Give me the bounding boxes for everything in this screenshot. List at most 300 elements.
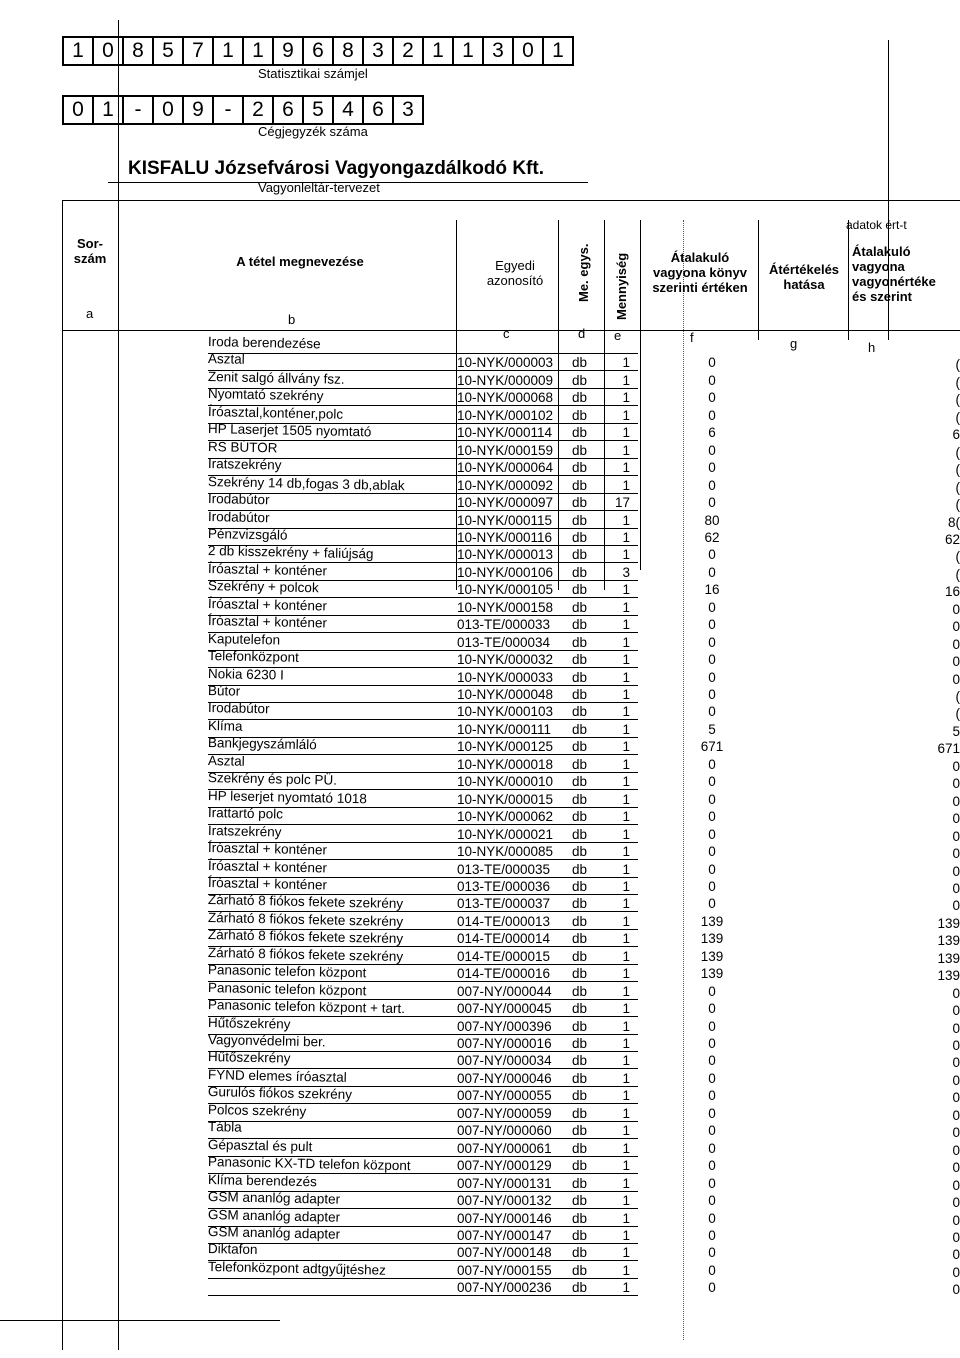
col-letter-a: a (86, 306, 94, 321)
item-name: Szekrény + polcok (207, 578, 319, 596)
item-unit: db (572, 512, 588, 528)
item-book-value: 0 (708, 1053, 716, 1069)
item-value-h: 0 (952, 1195, 960, 1211)
digit-box: 0 (92, 36, 122, 66)
item-value-h: ( (955, 444, 960, 460)
table-row (0, 351, 960, 373)
item-value-h: 0 (952, 1160, 960, 1176)
item-name: Klíma (207, 717, 243, 734)
item-value-h: 5 (952, 723, 960, 739)
table-row (0, 892, 960, 914)
item-value-h: 0 (952, 671, 960, 687)
row-divider (208, 510, 638, 511)
item-book-value: 0 (708, 442, 716, 458)
item-unit: db (572, 739, 588, 755)
col-letter-e: e (614, 328, 622, 343)
item-book-value: 0 (708, 1105, 716, 1121)
table-row (0, 1171, 960, 1194)
table-row (0, 840, 960, 862)
item-book-value: 0 (708, 1175, 716, 1191)
item-unit: db (572, 1262, 588, 1278)
item-quantity: 1 (622, 1158, 630, 1174)
table-row (0, 909, 960, 932)
item-quantity: 1 (622, 1193, 630, 1209)
item-unit: db (572, 809, 588, 825)
row-divider (208, 493, 638, 494)
item-unit: db (572, 983, 588, 999)
digit-box: 1 (242, 36, 272, 66)
item-id: 013-TE/000033 (457, 617, 551, 633)
item-unit: db (572, 1036, 588, 1051)
item-unit: db (572, 1018, 588, 1034)
digit-box: 3 (392, 95, 424, 125)
table-row (0, 683, 960, 705)
item-name: FYND elemes íróasztal (207, 1066, 347, 1085)
item-unit: db (572, 355, 588, 371)
item-unit: db (572, 896, 588, 912)
item-value-h: 0 (952, 1125, 960, 1141)
header-azonosito: Egyedi azonosító (486, 258, 544, 288)
table-row (0, 368, 960, 391)
item-book-value: 139 (700, 966, 724, 982)
item-unit: db (572, 564, 588, 580)
reg-number-caption: Cégjegyzék száma (258, 124, 368, 139)
item-unit: db (572, 966, 588, 982)
item-id: 10-NYK/000158 (457, 599, 554, 615)
item-name: Íróasztal + konténer (207, 595, 328, 614)
table-row (0, 386, 960, 408)
digit-box: 6 (362, 95, 392, 125)
table-row (0, 1258, 960, 1281)
digit-box: 2 (242, 95, 272, 125)
table-row (0, 962, 960, 984)
item-unit: db (572, 495, 588, 511)
item-id: 013-TE/000036 (457, 878, 551, 894)
item-value-h: ( (955, 706, 960, 722)
row-divider (208, 685, 638, 686)
item-unit: db (572, 529, 588, 545)
item-value-h: 0 (952, 828, 960, 844)
item-id: 10-NYK/000033 (457, 669, 554, 685)
header-top-right: adatok ért-t (846, 218, 907, 232)
item-unit: db (572, 878, 588, 894)
item-value-h: 0 (952, 1212, 960, 1228)
item-quantity: 1 (622, 809, 630, 825)
col-letter-g: g (790, 336, 798, 351)
digit-box: 0 (512, 36, 542, 66)
stat-number-caption: Statisztikai számjel (258, 66, 368, 81)
item-name: Íróasztal + konténer (207, 560, 328, 579)
item-value-h: 0 (952, 1282, 960, 1298)
table-row (0, 1154, 960, 1176)
item-name: Iratszekrény (207, 456, 282, 473)
item-unit: db (572, 1245, 588, 1261)
table-row (0, 473, 960, 496)
item-id: 10-NYK/000103 (457, 704, 554, 720)
item-name: Gépasztal és pult (207, 1136, 313, 1154)
item-book-value: 0 (708, 1088, 716, 1104)
item-unit: db (572, 721, 588, 737)
table-row (0, 560, 960, 583)
item-id: 007-NY/000046 (457, 1070, 552, 1086)
item-value-h: 8( (947, 514, 960, 530)
item-quantity: 1 (622, 477, 630, 493)
item-book-value: 0 (708, 1210, 716, 1226)
item-quantity: 1 (622, 983, 630, 999)
item-value-h: 0 (952, 898, 960, 914)
item-value-h: 0 (952, 793, 960, 809)
item-name: Nyomtató szekrény (207, 386, 324, 404)
item-name: Panasonic telefon központ (207, 962, 367, 981)
digit-box: 8 (332, 36, 362, 66)
item-book-value: 0 (708, 547, 716, 563)
item-unit: db (572, 1001, 588, 1017)
item-book-value: 0 (708, 1227, 716, 1243)
header-atertekeles: Átértékelés hatása (768, 262, 840, 292)
digit-box: 6 (272, 95, 302, 125)
item-id: 10-NYK/000018 (457, 756, 554, 772)
digit-box: 1 (542, 36, 574, 66)
table-row (0, 456, 960, 478)
table-row (0, 1119, 960, 1141)
item-name: Íróasztal + konténer (207, 613, 328, 631)
item-unit: db (572, 1193, 588, 1209)
item-unit: db (572, 774, 588, 790)
item-id: 10-NYK/000105 (457, 582, 554, 598)
item-value-h: 16 (944, 584, 960, 600)
item-name: Szekrény 14 db,fogas 3 db,ablak (207, 473, 405, 493)
item-value-h: ( (955, 479, 960, 495)
item-book-value: 0 (708, 687, 716, 702)
table-row (0, 770, 960, 792)
digit-box: 1 (62, 36, 92, 66)
item-id: 007-NY/000131 (457, 1175, 552, 1191)
digit-box: 8 (122, 36, 152, 66)
item-value-h: ( (955, 549, 960, 565)
item-id: 10-NYK/000159 (457, 442, 554, 458)
item-name: Zenit salgó állvány fsz. (207, 368, 345, 387)
item-value-h: 0 (952, 1072, 960, 1088)
item-id: 007-NY/000061 (457, 1140, 552, 1156)
item-book-value: 0 (708, 495, 716, 511)
item-book-value: 80 (704, 512, 720, 528)
col-letter-f: f (690, 330, 694, 345)
table-row (0, 1136, 960, 1159)
item-name: Panasonic telefon központ + tart. (207, 997, 406, 1017)
item-value-h: 0 (952, 985, 960, 1001)
digit-box: 2 (392, 36, 422, 66)
item-quantity: 1 (622, 1262, 630, 1278)
item-book-value: 0 (708, 1036, 716, 1051)
item-book-value: 0 (708, 809, 716, 825)
item-book-value: 0 (708, 1140, 716, 1156)
item-name: Zárható 8 fiókos fekete szekrény (207, 944, 404, 964)
item-book-value: 0 (708, 826, 716, 842)
item-unit: db (572, 913, 588, 929)
item-quantity: 1 (622, 425, 630, 441)
item-id: 007-NY/000236 (457, 1280, 552, 1296)
digit-box: 9 (182, 95, 212, 125)
table-row (0, 403, 960, 426)
item-book-value: 0 (708, 407, 716, 423)
item-book-value: 139 (700, 913, 724, 929)
digit-box: 0 (152, 95, 182, 125)
item-id: 10-NYK/000125 (457, 739, 554, 755)
item-unit: db (572, 1123, 588, 1139)
digit-box: 9 (272, 36, 302, 66)
item-value-h: ( (955, 566, 960, 582)
item-id: 10-NYK/000013 (457, 547, 554, 563)
item-quantity: 1 (622, 460, 630, 476)
digit-box: 1 (92, 95, 122, 125)
item-unit: db (572, 634, 588, 650)
item-id: 014-TE/000015 (457, 948, 551, 964)
item-unit: db (572, 1053, 588, 1069)
table-row (0, 944, 960, 967)
row-divider (208, 702, 638, 703)
item-name: Gurulós fiókos szekrény (207, 1084, 353, 1103)
item-quantity: 1 (622, 704, 630, 720)
item-id: 007-NY/000044 (457, 983, 552, 999)
table-row (0, 525, 960, 548)
item-quantity: 1 (622, 390, 630, 406)
item-id: 10-NYK/000114 (457, 425, 553, 441)
table-row (0, 822, 960, 845)
item-quantity: 1 (622, 844, 630, 860)
item-unit: db (572, 1140, 588, 1156)
item-name: Polcos szekrény (207, 1101, 307, 1119)
item-unit: db (572, 1280, 588, 1296)
item-value-h: 0 (952, 1177, 960, 1193)
item-quantity: 1 (622, 861, 630, 877)
item-quantity: 1 (622, 1036, 630, 1051)
row-divider (208, 1243, 638, 1244)
item-unit: db (572, 791, 588, 807)
item-name: 2 db kisszekrény + faliújság (207, 543, 374, 562)
item-name: Iroda berendezése (207, 334, 321, 352)
item-value-h: 0 (952, 846, 960, 862)
item-unit: db (572, 1175, 588, 1191)
digit-box: - (122, 95, 152, 125)
item-book-value: 0 (708, 652, 716, 668)
item-value-h: 0 (952, 1247, 960, 1263)
item-value-h: 0 (952, 776, 960, 792)
item-book-value: 0 (708, 1280, 716, 1296)
table-row (0, 491, 960, 513)
item-book-value: 0 (708, 704, 716, 720)
item-quantity: 3 (622, 564, 630, 580)
item-book-value: 0 (708, 1158, 716, 1174)
item-quantity: 1 (622, 547, 630, 563)
table-row (0, 508, 960, 531)
table-row (0, 648, 960, 670)
item-name: Íróasztal + konténer (207, 857, 328, 875)
item-id: 10-NYK/000116 (457, 529, 553, 545)
item-value-h: 139 (937, 933, 960, 949)
item-quantity: 1 (622, 1280, 630, 1296)
item-quantity: 1 (622, 948, 630, 964)
digit-box: 6 (302, 36, 332, 66)
item-name: Szekrény és polc PÜ. (207, 770, 338, 788)
col-letter-c: c (503, 326, 510, 341)
item-book-value: 0 (708, 983, 716, 999)
table-row (0, 735, 960, 757)
item-book-value: 0 (708, 599, 716, 615)
row-divider (208, 1121, 638, 1122)
item-book-value: 0 (708, 634, 716, 650)
item-name: Nokia 6230 I (207, 665, 284, 683)
table-row (0, 1014, 960, 1037)
item-name: Íróasztal + konténer (207, 840, 328, 858)
item-quantity: 1 (622, 355, 630, 371)
item-value-h: 0 (952, 758, 960, 774)
table-row (0, 787, 960, 810)
row-divider (208, 1295, 638, 1296)
item-name: Irattartó polc (207, 805, 284, 822)
row-divider (208, 719, 638, 720)
item-value-h: 6 (952, 427, 960, 443)
item-name: Bútor (207, 683, 241, 699)
item-id: 10-NYK/000092 (457, 477, 554, 493)
item-quantity: 1 (622, 896, 630, 912)
digit-box: 3 (362, 36, 392, 66)
item-id: 013-TE/000037 (457, 896, 551, 912)
item-name: Telefonközpont adtgyűjtéshez (207, 1258, 386, 1278)
item-name: Zárható 8 fiókos fekete szekrény (207, 909, 404, 929)
item-unit: db (572, 617, 588, 633)
item-name: HP Laserjet 1505 nyomtató (207, 421, 372, 440)
item-value-h: 0 (952, 1264, 960, 1280)
item-id: 014-TE/000013 (457, 913, 551, 929)
item-unit: db (572, 669, 588, 685)
item-value-h: 0 (952, 1055, 960, 1071)
item-name: GSM ananlóg adapter (207, 1223, 341, 1242)
table-row (0, 1084, 960, 1106)
item-name: Asztal (207, 752, 245, 769)
item-book-value: 0 (708, 1018, 716, 1034)
table-row (0, 700, 960, 722)
item-book-value: 0 (708, 355, 716, 371)
item-id: 007-NY/000148 (457, 1245, 552, 1261)
item-quantity: 17 (614, 495, 630, 511)
item-quantity: 1 (622, 634, 630, 650)
item-name: Íróasztal + konténer (207, 874, 328, 893)
item-value-h: 0 (952, 1020, 960, 1036)
item-quantity: 1 (622, 1227, 630, 1243)
item-name: Hűtőszekrény (207, 1014, 291, 1032)
item-name: Zárható 8 fiókos fekete szekrény (207, 927, 404, 947)
item-unit: db (572, 1088, 588, 1104)
item-value-h: 0 (952, 880, 960, 896)
table-row (0, 927, 960, 949)
item-quantity: 1 (622, 512, 630, 528)
stat-number-boxes (62, 36, 574, 66)
table-row (0, 1101, 960, 1124)
item-name: HP leserjet nyomtató 1018 (207, 787, 367, 807)
item-id: 10-NYK/000062 (457, 809, 554, 825)
item-name: Íróasztal,konténer,polc (207, 403, 344, 422)
item-value-h: 0 (952, 1229, 960, 1245)
item-value-h: 671 (937, 741, 960, 757)
item-book-value: 6 (708, 425, 716, 441)
item-name: RS BÚTOR (207, 438, 278, 456)
table-row (0, 1189, 960, 1211)
item-quantity: 1 (622, 739, 630, 755)
item-id: 013-TE/000034 (457, 634, 551, 650)
digit-box: 7 (182, 36, 212, 66)
item-id: 007-NY/000396 (457, 1018, 552, 1034)
item-quantity: 1 (622, 372, 630, 388)
item-value-h: 0 (952, 654, 960, 670)
table-row (0, 1032, 960, 1054)
item-id: 10-NYK/000064 (457, 460, 554, 476)
item-name: Pénzvizsgáló (207, 525, 288, 543)
item-value-h: 0 (952, 811, 960, 827)
item-book-value: 0 (708, 844, 716, 860)
item-name: Zárható 8 fiókos fekete szekrény (207, 892, 404, 912)
item-value-h: 0 (952, 1090, 960, 1106)
item-unit: db (572, 861, 588, 877)
item-value-h: 0 (952, 1142, 960, 1158)
row-divider (208, 1278, 638, 1279)
item-value-h: ( (955, 392, 960, 408)
digit-box: 1 (212, 36, 242, 66)
item-unit: db (572, 582, 588, 598)
item-id: 10-NYK/000003 (457, 355, 554, 371)
item-value-h: 0 (952, 601, 960, 617)
row-divider (208, 353, 638, 354)
item-id: 007-NY/000055 (457, 1088, 552, 1104)
item-unit: db (572, 599, 588, 615)
item-unit: db (572, 1070, 588, 1086)
item-quantity: 1 (622, 791, 630, 807)
item-name: Klíma berendezés (207, 1171, 317, 1189)
item-quantity: 1 (622, 599, 630, 615)
item-book-value: 0 (708, 390, 716, 406)
col-letter-d: d (578, 326, 586, 341)
table-row (0, 1049, 960, 1071)
table-row (0, 857, 960, 880)
item-unit: db (572, 547, 588, 563)
item-value-h: 139 (937, 950, 960, 966)
item-name: Irodabútor (207, 700, 270, 717)
table-row (0, 613, 960, 635)
item-name: Diktafon (207, 1241, 258, 1258)
item-id: 007-NY/000155 (457, 1262, 552, 1278)
item-quantity: 1 (622, 1105, 630, 1121)
item-unit: db (572, 372, 588, 388)
item-quantity: 1 (622, 878, 630, 894)
item-id: 007-NY/000132 (457, 1193, 552, 1209)
item-name: GSM ananlóg adapter (207, 1189, 341, 1207)
item-unit: db (572, 931, 588, 947)
header-sorszam: Sor- szám (73, 236, 107, 266)
footer-line (0, 1320, 280, 1321)
item-id: 10-NYK/000010 (457, 774, 554, 790)
item-name: Vagyonvédelmi ber. (207, 1032, 326, 1050)
item-unit: db (572, 425, 588, 441)
item-quantity: 1 (622, 617, 630, 633)
digit-box: 1 (422, 36, 452, 66)
item-value-h: ( (955, 357, 960, 373)
col-letter-h: h (868, 340, 876, 355)
item-name: Tábla (207, 1119, 242, 1135)
item-unit: db (572, 407, 588, 423)
item-name: Panasonic telefon központ (207, 979, 367, 998)
item-unit: db (572, 1227, 588, 1243)
item-unit: db (572, 687, 588, 702)
table-row (0, 1280, 960, 1298)
